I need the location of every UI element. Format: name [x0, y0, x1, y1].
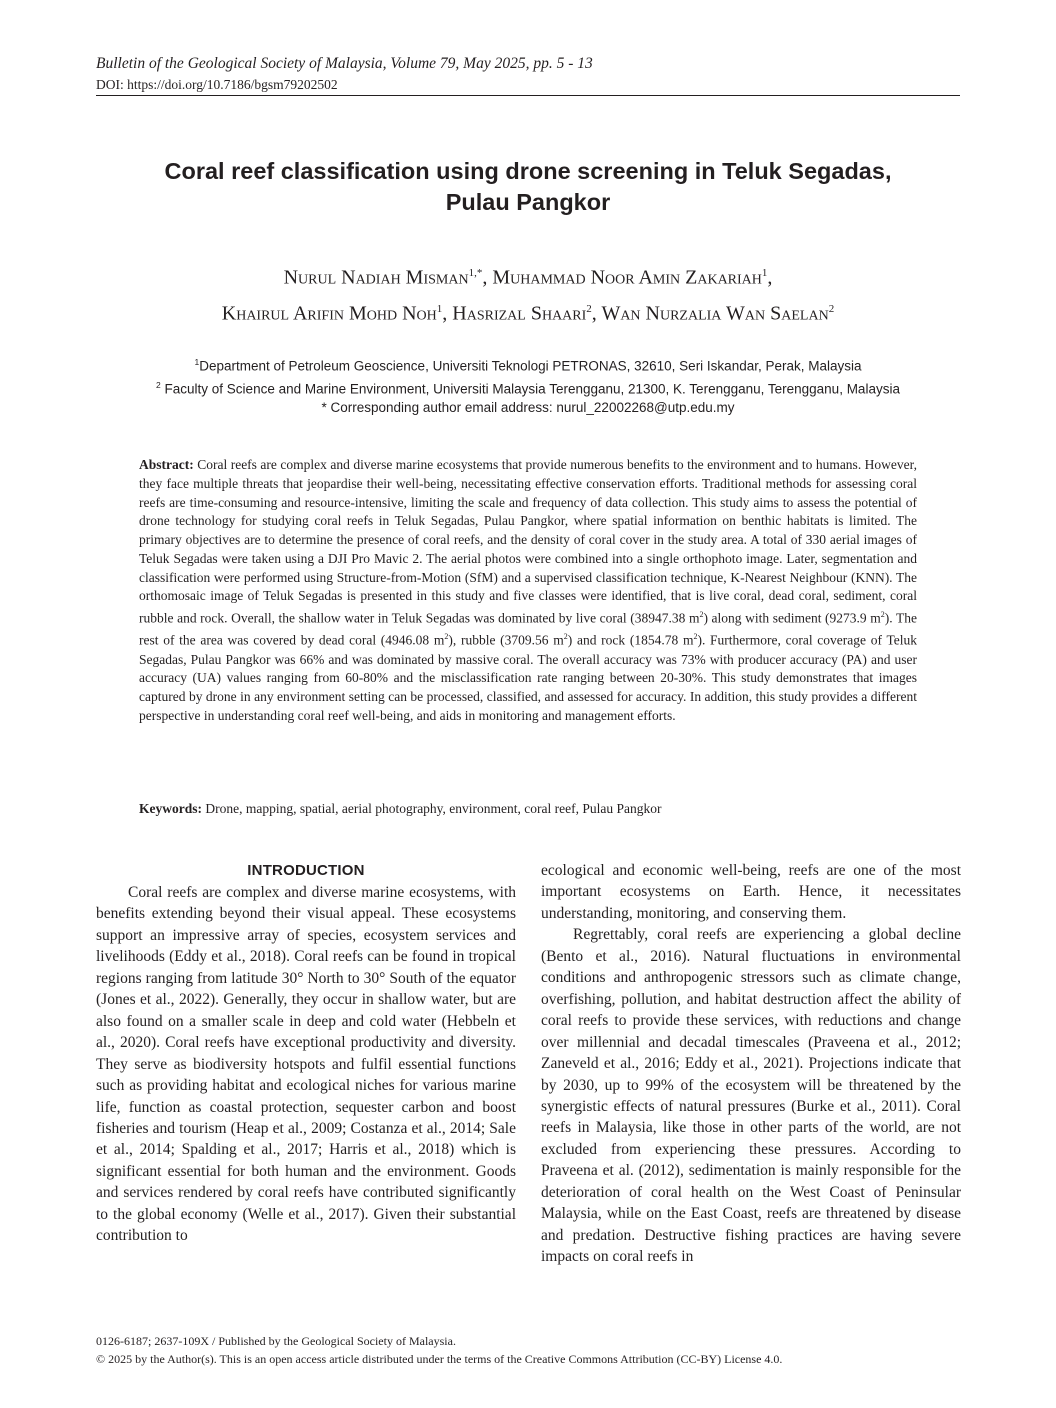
abstract-text: ) along with sediment (9273.9 m: [703, 610, 881, 626]
keywords: [139, 800, 917, 818]
abstract-text: Coral reefs are complex and diverse marine ecosystems that provide numerous benefits to the environment and to humans. However, they face multiple threats that jeopardise their well-being, necessitating effective conservation efforts. Traditional methods for assessing coral reefs are time-consuming and resource-intensive, limiting the scale and frequency of data collection. This study aims to assess the potential of drone technology for studying coral reefs in Teluk Segadas, Pulau Pangkor, where spatial information on benthic habitats is limited. The primary objectives are to determine the presence of coral reefs, and the density of coral cover in the study area. A total of 330 aerial images of Teluk Segadas were taken using a DJI Pro Mavic 2. The aerial photos were combined into a single orthophoto image. Later, segmentation and classification were performed using Structure-from-Motion (SfM) and a supervised classification technique, K-Nearest Neighbour (KNN). The orthomosaic image of Teluk Segadas is presented in this study and five classes were identified, that is live coral, dead coral, sediment, coral rubble and rock. Overall, the shallow water in Teluk Segadas was dominated by live coral (38947.38 m: [139, 457, 917, 626]
author-affiliation-mark: 2: [828, 302, 835, 315]
author-name: Muhammad Noor Amin Zakariah: [492, 266, 762, 289]
abstract-text: ), rubble (3709.56 m: [448, 632, 564, 648]
author-affiliation-mark: 1: [761, 267, 768, 279]
author-affiliation-mark: 1: [436, 302, 443, 315]
author-name: Nurul Nadiah Misman: [283, 266, 469, 289]
abstract-text: ). Furthermore, coral coverage of Teluk Segadas, Pulau Pangkor was 66% and was dominated by massive coral. The overall accuracy was 73% with producer accuracy (PA) and user accuracy (UA) values ranging from 60-80% and the misclassification rate ranging between 20-30%. This study demonstrates that images captured by drone in any environment setting can be processed, classified, and assessed for accuracy. In addition, this study provides a different perspective in understanding coral reef well-being, and aids in monitoring and management efforts.: [139, 632, 917, 723]
keywords-label: Keywords:: [139, 801, 202, 816]
body-paragraph: Regrettably, coral reefs are experiencing a global decline (Bento et al., 2016). Natural fluctuations in environmental conditions and anthropogenic stressors such as climate change, overfishing, pollution, and habitat destruction affect the ability of coral reefs to provide these services, with reductions and change over millennial and decadal timescales (Praveena et al., 2012; Zaneveld et al., 2016; Eddy et al., 2021). Projections indicate that by 2030, up to 99% of the ecosystem will be threatened by the synergistic effects of natural pressures (Burke et al., 2011). Coral reefs in Malaysia, like those in other parts of the world, are not excluded from experiencing these pressures. According to Praveena et al. (2012), sedimentation is mainly responsible for the deterioration of coral health on the West Coast of Peninsular Malaysia, while on the East Coast, reefs are threatened by disease and predation. Destructive fishing practices are having severe impacts on coral reefs in: [541, 926, 961, 1266]
keywords-text: Drone, mapping, spatial, aerial photography, environment, coral reef, Pulau Pangkor: [202, 801, 662, 816]
abstract-text: ) and rock (1854.78 m: [567, 632, 694, 648]
footer-issn: 0126-6187; 2637-109X / Published by the Geological Society of Malaysia.: [96, 1334, 456, 1348]
journal-citation: Bulletin of the Geological Society of Malaysia, Volume 79, May 2025, pp. 5 - 13: [96, 55, 593, 72]
author-line-2: [96, 294, 960, 330]
author-separator: ,: [482, 266, 493, 289]
footer-license: © 2025 by the Author(s). This is an open access article distributed under the terms of the Creative Commons Attribution (CC-BY) License 4.0.: [96, 1352, 783, 1366]
author-affiliation-mark: 2: [586, 302, 592, 315]
author-line-1: [96, 258, 960, 294]
body-paragraph: Coral reefs are complex and diverse marine ecosystems, with benefits extending beyond their visual appeal. These ecosystems support an impressive array of species, ecosystem services and livelihoods (Eddy et al., 2018). Coral reefs can be found in tropical regions ranging from latitude 30° North to 30° South of the equator (Jones et al., 2022). Generally, they occur in shallow water, but are also found on a smaller scale in deep and cold water (Hebbeln et al., 2020). Coral reefs have exceptional productivity and diversity. They serve as biodiversity hotspots and fulfil essential functions such as providing habitat and ecological niches for various marine life, function as coastal protection, sequester carbon and boost fisheries and tourism (Heap et al., 2009; Costanza et al., 2014; Sale et al., 2014; Spalding et al., 2017; Harris et al., 2018) which is significant essential for both human and the environment. Goods and services rendered by coral reefs have contributed significantly to the global economy (Welle et al., 2017). Given their substantial contribution to: [96, 884, 516, 1245]
affiliation-number: 2: [156, 379, 161, 390]
unit-superscript: 2: [444, 632, 449, 642]
affiliations: [60, 353, 996, 417]
author-name: Hasrizal Shaari: [452, 302, 587, 325]
author-separator: ,: [591, 302, 602, 325]
section-heading: INTRODUCTION: [247, 862, 365, 879]
title-line-1: Coral reef classification using drone screening in Teluk Segadas,: [164, 158, 892, 184]
body-column-left: [96, 860, 516, 1247]
affiliation-text: Faculty of Science and Marine Environment, Universiti Malaysia Terengganu, 21300, K. Terengganu, Terengganu, Malaysia: [164, 381, 900, 396]
abstract-text: ). The rest of the area was covered by dead coral (4946.08 m: [139, 610, 917, 648]
unit-superscript: 2: [699, 610, 704, 619]
author-list: [96, 258, 960, 329]
abstract: [139, 456, 917, 726]
affiliation-2: [60, 376, 996, 399]
unit-superscript: 2: [563, 632, 568, 642]
author-name: Wan Nurzalia Wan Saelan: [601, 302, 829, 325]
title-line-2: Pulau Pangkor: [445, 189, 611, 215]
author-separator: ,: [442, 302, 453, 325]
paper-title: [96, 156, 960, 218]
author-affiliation-mark: 1,*: [468, 267, 483, 279]
corresponding-author: * Corresponding author email address: nurul_22002268@utp.edu.my: [321, 400, 735, 415]
body-column-right: [541, 860, 961, 1268]
body-paragraph: ecological and economic well-being, reefs are one of the most important ecosystems on Earth. Hence, it necessitates understanding, monitoring, and conserving them.: [541, 862, 961, 922]
author-name: Khairul Arifin Mohd Noh: [221, 302, 437, 325]
author-separator: ,: [767, 266, 773, 289]
doi-line: DOI: https://doi.org/10.7186/bgsm79202502: [96, 77, 338, 92]
affiliation-text: Department of Petroleum Geoscience, Universiti Teknologi PETRONAS, 32610, Seri Iskandar, Perak, Malaysia: [199, 358, 862, 374]
unit-superscript: 2: [693, 632, 698, 642]
unit-superscript: 2: [880, 610, 885, 619]
abstract-label: Abstract:: [139, 457, 194, 472]
affiliation-1: [60, 353, 996, 376]
affiliation-number: 1: [194, 357, 200, 367]
header-rule: [96, 95, 960, 96]
